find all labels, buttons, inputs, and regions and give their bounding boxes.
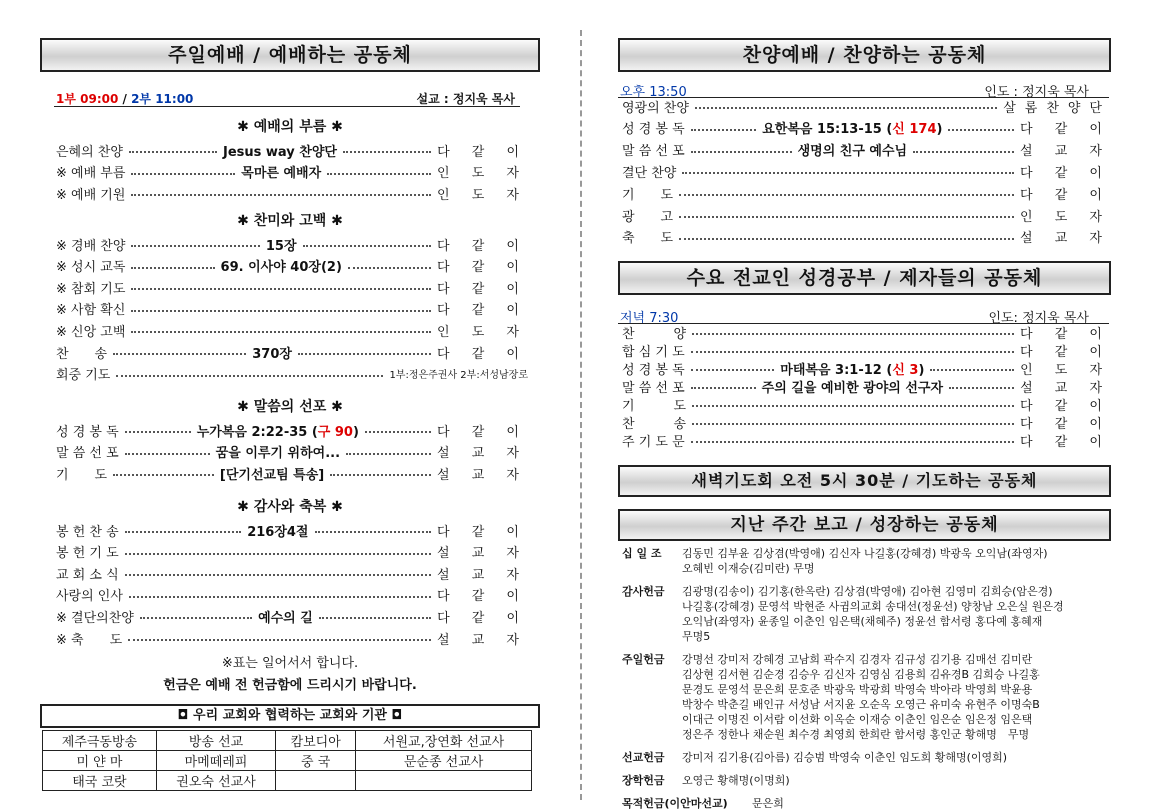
program-row: [622, 376, 1111, 396]
leader-dots: [315, 531, 432, 533]
leader-dots: [113, 353, 246, 355]
row-responder: 다 같 이: [437, 238, 528, 254]
leader-dots: [343, 151, 431, 153]
report-line: 문은희: [752, 797, 784, 810]
row-responder: 인 도 자: [1020, 362, 1112, 378]
program-row: [56, 162, 528, 182]
section-title: ✱ 찬미와 고백 ✱: [237, 213, 343, 229]
row-responder: 인 도 자: [1020, 209, 1111, 225]
row-responder: 다 같 이: [1020, 122, 1111, 138]
leader-dots: [692, 333, 1014, 335]
leader-dots: [679, 194, 1014, 196]
row-label: 성 경 봉 독: [622, 362, 685, 378]
row-label: ※ 예배 기원: [56, 187, 126, 203]
row-content: [252, 343, 292, 362]
row-content-text: 15장: [265, 238, 297, 254]
row-content-tail: ): [936, 122, 943, 138]
row-content: [216, 442, 340, 461]
row-content-text: [단기선교팀 특송]: [219, 467, 325, 483]
program-row: [56, 442, 528, 462]
program-row: [56, 463, 528, 483]
program-row: [622, 430, 1111, 450]
partner-cell: 중 국: [276, 751, 356, 771]
leader-dots: [695, 107, 997, 109]
leader-dots: [113, 474, 214, 476]
leader-dots: [116, 375, 383, 377]
row-responder: 다 같 이: [1020, 326, 1111, 342]
leader-dots: [129, 596, 431, 598]
row-responder: 설 교 자: [1020, 380, 1112, 396]
program-row: [56, 183, 528, 203]
row-responder: 인 도 자: [437, 187, 528, 203]
program-row: [622, 140, 1111, 160]
standing-note: ※표는 일어서서 합니다.: [221, 656, 359, 671]
program-row: [622, 412, 1111, 432]
program-row: [56, 256, 528, 276]
leader-dots: [327, 173, 431, 175]
row-label: ※ 경배 찬양: [56, 238, 126, 254]
row-responder: 다 같 이: [437, 303, 528, 319]
program-row: [622, 322, 1111, 342]
row-responder: 1부:정은주권사 2부:서성남장로: [389, 370, 528, 382]
partner-cell: 캄보디아: [276, 731, 356, 751]
row-responder: 다 같 이: [1020, 398, 1111, 414]
partner-cell: 권오숙 선교사: [156, 771, 275, 791]
row-label: ※ 예배 부름: [56, 166, 126, 182]
leader-dots: [692, 423, 1014, 425]
report-line: 박창수 박춘길 배인규 서성남 서지윤 오순옥 오영근 유미숙 유현주 이명숙B: [682, 698, 1040, 711]
row-content-text: 요한복음 15:13-15 (: [762, 122, 893, 138]
program-row: [56, 342, 528, 362]
wednesday-leader: 인도: 정지욱 목사: [988, 311, 1089, 326]
hymn-number: 구 90: [317, 424, 353, 440]
report-item: [622, 796, 1108, 811]
row-responder: 다 같 이: [437, 346, 528, 362]
row-content-text: 예수의 길: [258, 610, 313, 626]
row-label: 기 도: [56, 467, 108, 483]
leader-dots: [692, 405, 1014, 407]
program-row: [56, 585, 528, 605]
program-row: [56, 563, 528, 583]
leader-dots: [691, 369, 775, 371]
hymn-number: 신 174: [892, 122, 937, 138]
wednesday-study-banner: 수요 전교인 성경공부 / 제자들의 공동체: [618, 261, 1111, 295]
leader-dots: [303, 245, 432, 247]
leader-dots: [131, 245, 260, 247]
row-responder: 설 교 자: [437, 632, 528, 648]
leader-dots: [948, 129, 1014, 131]
row-responder: 다 같 이: [437, 281, 528, 297]
partner-cell: 문순종 선교사: [356, 751, 532, 771]
row-label: 축 도: [622, 231, 674, 247]
row-content-text: Jesus way 찬양단: [223, 144, 337, 160]
row-label: 말 씀 선 포: [622, 380, 685, 396]
leader-dots: [125, 431, 191, 433]
program-row: [56, 628, 528, 648]
row-label: 기 도: [622, 187, 674, 203]
row-label: 말 씀 선 포: [622, 144, 685, 160]
partners-title: ◘ 우리 교회와 협력하는 교회와 기관 ◘: [40, 704, 540, 728]
program-row: [622, 183, 1111, 203]
report-line: 김동민 김부윤 김상겸(박영애) 김신자 나길홍(강혜경) 박광욱 오익남(좌영자): [682, 547, 1048, 560]
report-label: 감사헌금: [622, 585, 665, 598]
row-content: [241, 162, 321, 181]
row-content: [258, 607, 313, 626]
row-responder: 다 같 이: [437, 524, 528, 540]
report-item: [622, 750, 1108, 765]
row-label: 찬 송: [622, 416, 687, 432]
report-label: 장학헌금: [622, 774, 665, 787]
leader-dots: [365, 431, 431, 433]
program-row: [622, 96, 1111, 116]
leader-dots: [691, 441, 1014, 443]
leader-dots: [949, 387, 1014, 389]
leader-dots: [131, 331, 431, 333]
row-label: 성 경 봉 독: [56, 424, 119, 440]
section-title: ✱ 예배의 부름 ✱: [237, 119, 343, 135]
report-line: 김상현 김서현 김순경 김승우 김신자 김영심 김용희 김유경B 김희승 나길홍: [682, 668, 1040, 681]
row-label: 결단 찬양: [622, 165, 677, 181]
report-item: [622, 773, 1108, 788]
time-separator: /: [118, 92, 132, 106]
report-label: 주일헌금: [622, 653, 665, 666]
program-row: [622, 340, 1111, 360]
report-line: 문경도 문영석 문은희 문호준 박광욱 박광희 박영숙 박아라 박영희 박윤용: [682, 683, 1033, 696]
report-line: 정은주 정한나 채순원 최수경 최영희 한희란 함서령 홍인군 황해명 무명: [682, 728, 1030, 741]
report-names: [752, 796, 784, 811]
report-item: [622, 546, 1108, 576]
leader-dots: [913, 151, 1014, 153]
leader-dots: [125, 553, 431, 555]
program-row: [622, 358, 1111, 378]
report-label: 목적헌금(이안마선교): [622, 797, 728, 810]
row-content: [780, 359, 924, 378]
partner-cell: [276, 771, 356, 791]
leader-dots: [131, 288, 431, 290]
section-title: ✱ 감사와 축복 ✱: [237, 499, 343, 515]
wednesday-time: 저녁 7:30: [620, 311, 679, 326]
row-label: 광 고: [622, 209, 674, 225]
row-responder: 설 교 자: [437, 567, 528, 583]
program-row: [56, 606, 528, 626]
row-content: [220, 464, 324, 483]
row-content: [266, 235, 297, 254]
weekly-report-banner: 지난 주간 보고 / 성장하는 공동체: [618, 509, 1111, 541]
partner-cell: 마메떼레피: [156, 751, 275, 771]
row-content-text: 생명의 친구 예수님: [797, 144, 908, 160]
leader-dots: [691, 151, 792, 153]
row-content-text: 목마른 예배자: [241, 166, 322, 182]
row-responder: 다 같 이: [1020, 344, 1111, 360]
partner-cell: 제주극동방송: [43, 731, 157, 751]
row-content: [762, 377, 943, 396]
leader-dots: [330, 474, 431, 476]
offering-note: 헌금은 예배 전 헌금함에 드리시기 바랍니다.: [163, 678, 417, 693]
row-label: ※ 사함 확신: [56, 303, 126, 319]
row-label: ※ 신앙 고백: [56, 324, 126, 340]
row-content-text: 216장4절: [247, 524, 309, 540]
row-content: [223, 141, 337, 160]
leader-dots: [125, 574, 431, 576]
row-content-tail: ): [918, 362, 925, 378]
row-responder: 설 교 자: [437, 467, 528, 483]
sunday-worship-banner: 주일예배 / 예배하는 공동체: [40, 38, 540, 72]
row-label: ※ 참회 기도: [56, 281, 126, 297]
program-row: [56, 140, 528, 160]
row-responder: 다 같 이: [1020, 187, 1111, 203]
row-label: ※ 성시 교독: [56, 260, 126, 276]
row-responder: 다 같 이: [1020, 165, 1111, 181]
row-responder: 설 교 자: [437, 446, 528, 462]
row-content-text: 꿈을 이루기 위하여...: [215, 446, 341, 462]
report-line: 김광명(김송이) 김기홍(한옥란) 김상겸(박영애) 김아현 김영미 김희승(암은경): [682, 585, 1053, 598]
row-label: 회중 기도: [56, 368, 111, 384]
preacher-label: 설교 : 정지욱 목사: [416, 92, 515, 106]
leader-dots: [691, 129, 757, 131]
row-content-text: 마태복음 3:1-12 (: [780, 362, 893, 378]
leader-dots: [140, 617, 252, 619]
report-line: 강미저 김기용(김아름) 김승범 박영숙 이춘인 임도희 황해명(이영희): [682, 751, 1008, 764]
row-label: 합 심 기 도: [622, 344, 685, 360]
row-responder: 살롬찬양단: [1003, 100, 1111, 116]
leader-dots: [679, 238, 1014, 240]
row-content-text: 370장: [252, 346, 292, 362]
program-row: [56, 320, 528, 340]
row-label: 봉 헌 찬 송: [56, 524, 119, 540]
row-label: 주 기 도 문: [622, 434, 685, 450]
leader-dots: [691, 351, 1014, 353]
leader-dots: [319, 617, 431, 619]
report-names: [682, 773, 790, 788]
row-label: 성 경 봉 독: [622, 122, 685, 138]
leader-dots: [346, 453, 431, 455]
dawn-prayer-banner: 새벽기도회 오전 5시 30분 / 기도하는 공동체: [618, 465, 1111, 497]
report-line: 오익남(좌영자) 윤종일 이춘인 임은택(채혜주) 정윤선 함서령 홍다예 홍혜재: [682, 615, 1043, 628]
row-content-text: 누가복음 2:22-35 (: [196, 424, 318, 440]
row-responder: 다 같 이: [437, 589, 528, 605]
row-content-tail: ): [352, 424, 359, 440]
row-content: [798, 140, 908, 159]
section-title: ✱ 말씀의 선포 ✱: [237, 399, 343, 415]
program-row: [622, 161, 1111, 181]
row-label: 찬 양: [622, 326, 687, 342]
program-row: [56, 520, 528, 540]
leader-dots: [131, 267, 214, 269]
hymn-number: 신 3: [892, 362, 919, 378]
partner-cell: [356, 771, 532, 791]
row-responder: 설 교 자: [1020, 144, 1111, 160]
leader-dots: [682, 172, 1014, 174]
partner-cell: 방송 선교: [156, 731, 275, 751]
report-names: [682, 652, 1040, 742]
row-responder: 다 같 이: [437, 424, 528, 440]
row-content-text: 주의 길을 예비한 광야의 선구자: [761, 380, 944, 396]
row-label: 찬 송: [56, 346, 108, 362]
row-responder: 다 같 이: [437, 610, 529, 626]
program-row: [56, 299, 528, 319]
leader-dots: [691, 387, 756, 389]
program-row: [622, 394, 1111, 414]
report-line: 오영근 황해명(이명희): [682, 774, 790, 787]
row-responder: 설 교 자: [437, 546, 528, 562]
first-service-time: 1부 09:00: [56, 92, 119, 106]
report-line: 무명5: [682, 630, 711, 643]
report-label: 선교헌금: [622, 751, 665, 764]
row-label: 기 도: [622, 398, 687, 414]
program-row: [622, 118, 1111, 138]
praise-time: 오후 13:50: [620, 85, 687, 100]
row-content-text: 69. 이사야 40장(2): [220, 260, 342, 276]
row-label: 사랑의 인사: [56, 589, 123, 605]
row-label: 봉 헌 기 도: [56, 546, 119, 562]
partner-cell: 태국 코랏: [43, 771, 157, 791]
partner-row: [43, 751, 532, 771]
row-label: 말 씀 선 포: [56, 446, 119, 462]
row-label: ※ 결단의찬양: [56, 610, 134, 626]
leader-dots: [129, 151, 217, 153]
report-names: [682, 584, 1064, 644]
row-responder: 다 같 이: [1020, 416, 1111, 432]
praise-worship-banner: 찬양예배 / 찬양하는 공동체: [618, 38, 1111, 72]
program-row: [56, 364, 528, 384]
report-line: 강명선 강미저 강혜경 고남희 곽수지 김경자 김규성 김기용 김매선 김미란: [682, 653, 1033, 666]
leader-dots: [128, 639, 431, 641]
row-responder: 다 같 이: [437, 144, 529, 160]
row-label: ※ 축 도: [56, 632, 123, 648]
leader-dots: [131, 194, 431, 196]
partner-cell: 서원교,장연화 선교사: [356, 731, 532, 751]
row-label: 은혜의 찬양: [56, 144, 123, 160]
report-label: 십 일 조: [622, 547, 662, 560]
service-times: [56, 90, 193, 107]
row-responder: 인 도 자: [437, 166, 528, 182]
report-names: [682, 750, 1007, 765]
leader-dots: [131, 310, 431, 312]
leader-dots: [131, 173, 235, 175]
partner-cell: 미 얀 마: [43, 751, 157, 771]
program-row: [622, 227, 1111, 247]
row-label: 영광의 찬양: [622, 100, 689, 116]
partner-row: [43, 731, 532, 751]
program-row: [56, 420, 528, 440]
program-row: [622, 205, 1111, 225]
leader-dots: [125, 531, 242, 533]
leader-dots: [679, 216, 1014, 218]
row-content: [197, 421, 359, 440]
row-content: [247, 521, 308, 540]
row-responder: 다 같 이: [1020, 434, 1111, 450]
report-item: [622, 652, 1108, 742]
report-item: [622, 584, 1108, 644]
row-label: 교 회 소 식: [56, 567, 119, 583]
report-names: [682, 546, 1048, 576]
leader-dots: [348, 267, 431, 269]
program-row: [56, 542, 528, 562]
report-line: 오혜빈 이재승(김미란) 무명: [682, 562, 815, 575]
row-responder: 인 도 자: [437, 324, 528, 340]
report-line: 나길홍(강혜경) 문영석 박현준 사귐의교회 송대선(정윤선) 양창남 오은실 원은경: [682, 600, 1064, 613]
column-divider: [580, 30, 582, 800]
program-row: [56, 277, 528, 297]
leader-dots: [125, 453, 210, 455]
row-content: [762, 118, 942, 137]
praise-leader: 인도 : 정지욱 목사: [984, 85, 1089, 100]
program-row: [56, 234, 528, 254]
partner-row: [43, 771, 532, 791]
row-responder: 다 같 이: [437, 260, 528, 276]
row-responder: 설 교 자: [1020, 231, 1111, 247]
report-line: 이대근 이명진 이서람 이선화 이옥순 이재승 이춘인 임은순 임은정 임은택: [682, 713, 1033, 726]
leader-dots: [930, 369, 1014, 371]
row-content: [221, 256, 342, 275]
partners-table: [42, 730, 532, 791]
header-rule: [54, 106, 520, 107]
leader-dots: [298, 353, 431, 355]
second-service-time: 2부 11:00: [131, 92, 194, 106]
